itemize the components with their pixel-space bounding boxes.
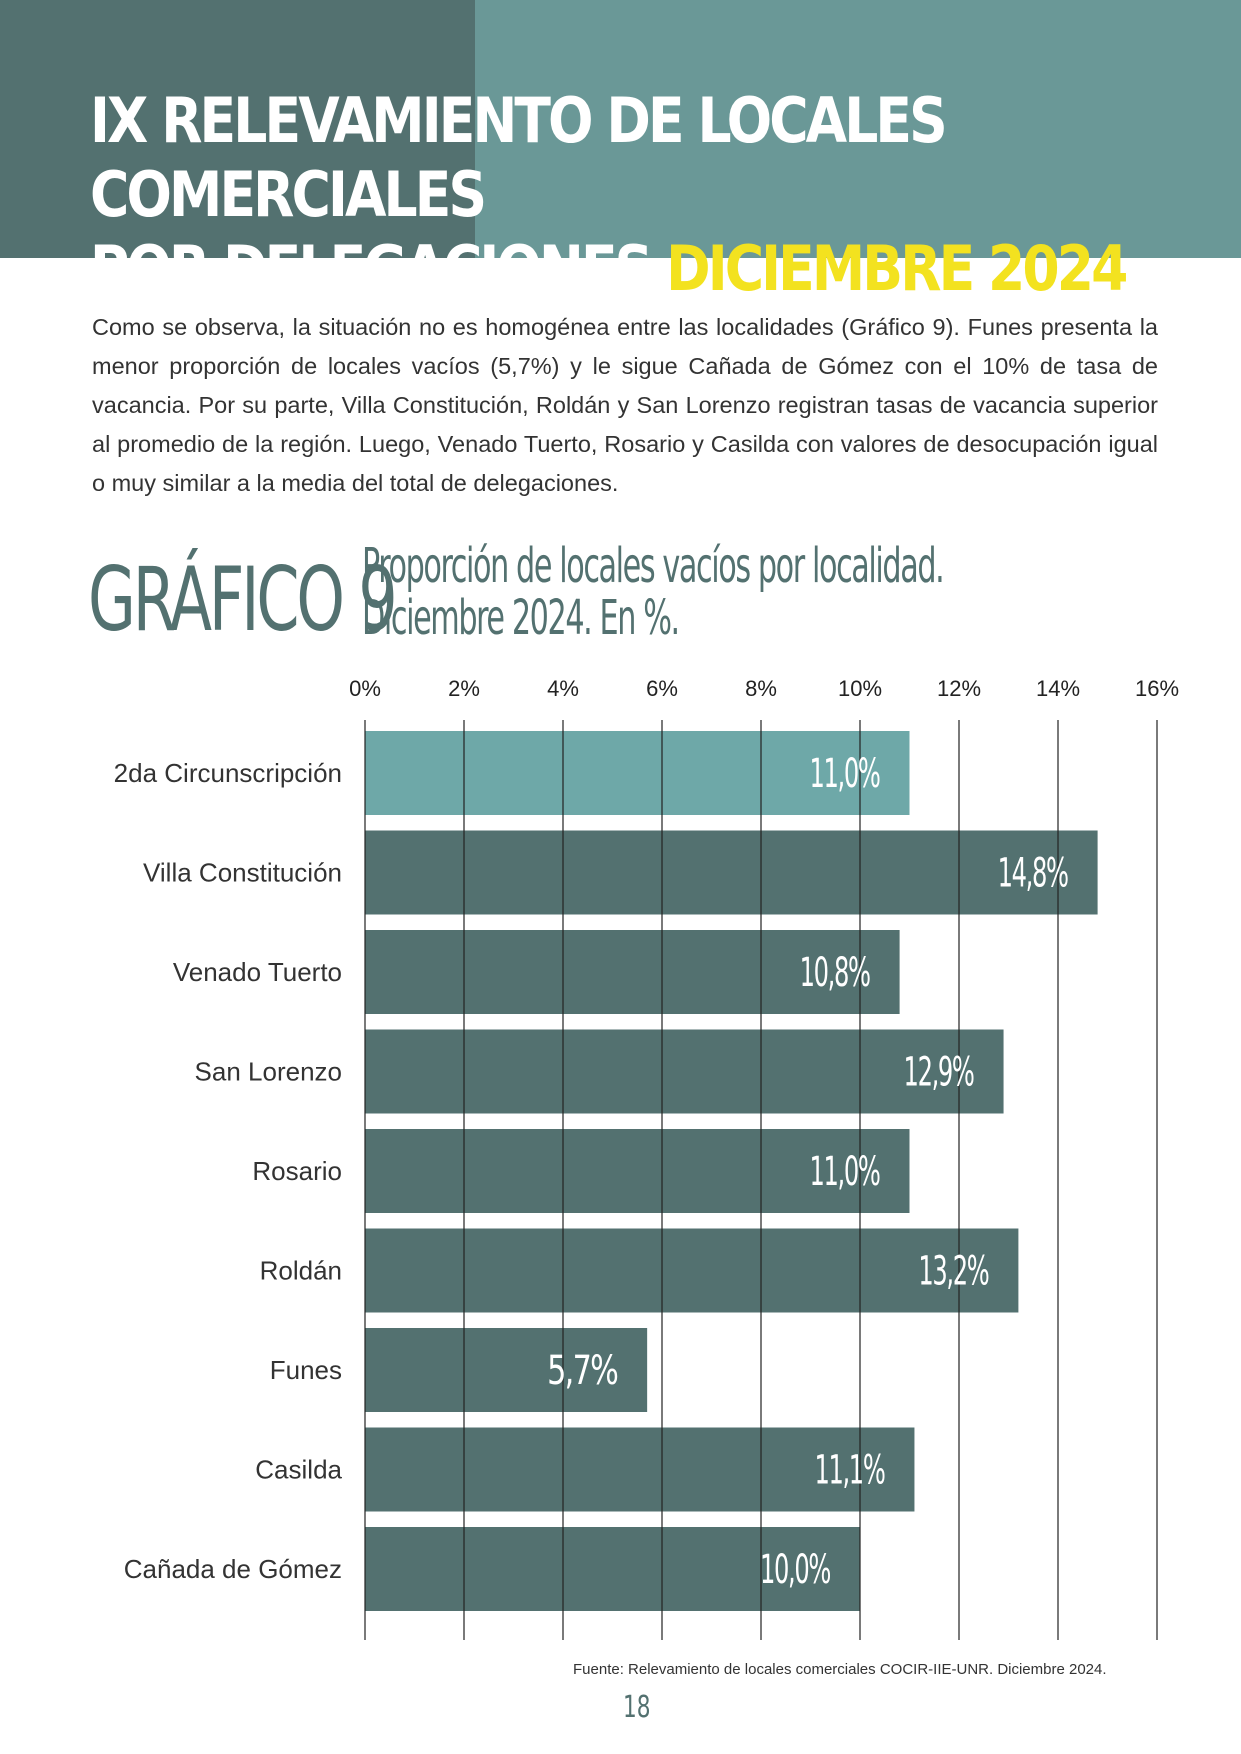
value-label-2: 14,8% bbox=[997, 850, 1069, 897]
x-tick-label-6: 10% bbox=[837, 676, 883, 701]
source-note: Fuente: Relevamiento de locales comerciales COCIR-IIE-UNR. Diciembre 2024. bbox=[573, 1661, 1107, 1678]
report-title-line1: IX RELEVAMIENTO DE LOCALES COMERCIALES bbox=[90, 84, 945, 231]
category-label-3: Venado Tuerto bbox=[172, 957, 342, 987]
category-label-6: Roldán bbox=[259, 1255, 342, 1286]
category-label-9: Cañada de Gómez bbox=[123, 1554, 342, 1584]
x-tick-label-8: 14% bbox=[1035, 676, 1081, 701]
x-tick-label-9: 16% bbox=[1134, 676, 1180, 701]
report-title-date: DICIEMBRE 2024 bbox=[666, 232, 1126, 305]
category-label-8: Casilda bbox=[255, 1454, 342, 1485]
x-tick-label-5: 8% bbox=[745, 676, 777, 701]
value-label-7: 5,7% bbox=[547, 1348, 618, 1394]
report-title-line2: POR DELEGACIONES bbox=[90, 232, 651, 305]
value-label-5: 11,0% bbox=[809, 1149, 881, 1195]
category-label-4: San Lorenzo bbox=[194, 1056, 342, 1087]
chart-title bbox=[362, 540, 943, 644]
category-label-7: Funes bbox=[269, 1355, 342, 1385]
page-header bbox=[0, 0, 1241, 305]
report-title bbox=[90, 84, 1175, 306]
bar-chart bbox=[0, 660, 1241, 1640]
x-tick-label-1: 0% bbox=[349, 676, 381, 701]
bar-2 bbox=[365, 831, 1098, 915]
chart-number-label: GRÁFICO 9 bbox=[88, 548, 395, 651]
intro-paragraph: Como se observa, la situación no es homogénea entre las localidades (Gráfico 9). Funes presenta la menor proporción de locales vacíos (5,7%) y le sigue Cañada de Gómez con el 10% de tasa de vacancia. Por su parte, Villa Constitución, Roldán y San Lorenzo registran tasas de vacancia superior al promedio de la región. Luego, Venado Tuerto, Rosario y Casilda con valores de desocupación igual o muy similar a la media del total de delegaciones. bbox=[92, 314, 1158, 496]
value-label-1: 11,0% bbox=[809, 751, 881, 797]
value-label-8: 11,1% bbox=[814, 1447, 885, 1494]
x-tick-label-7: 12% bbox=[936, 676, 982, 701]
value-label-4: 12,9% bbox=[903, 1049, 975, 1096]
value-label-6: 13,2% bbox=[918, 1248, 989, 1295]
page-number: 18 bbox=[623, 1690, 651, 1725]
chart-title-line1: Proporción de locales vacíos por localidad. bbox=[362, 538, 944, 594]
value-label-3: 10,8% bbox=[799, 950, 871, 996]
chart-title-line2: Diciembre 2024. En %. bbox=[362, 590, 679, 646]
x-tick-label-3: 4% bbox=[547, 676, 579, 701]
x-tick-label-2: 2% bbox=[448, 676, 480, 701]
value-label-9: 10,0% bbox=[760, 1547, 831, 1593]
category-label-2: Villa Constitución bbox=[143, 857, 342, 888]
category-label-1: 2da Circunscripción bbox=[113, 758, 342, 788]
x-tick-label-4: 6% bbox=[646, 676, 678, 701]
category-label-5: Rosario bbox=[252, 1156, 342, 1186]
